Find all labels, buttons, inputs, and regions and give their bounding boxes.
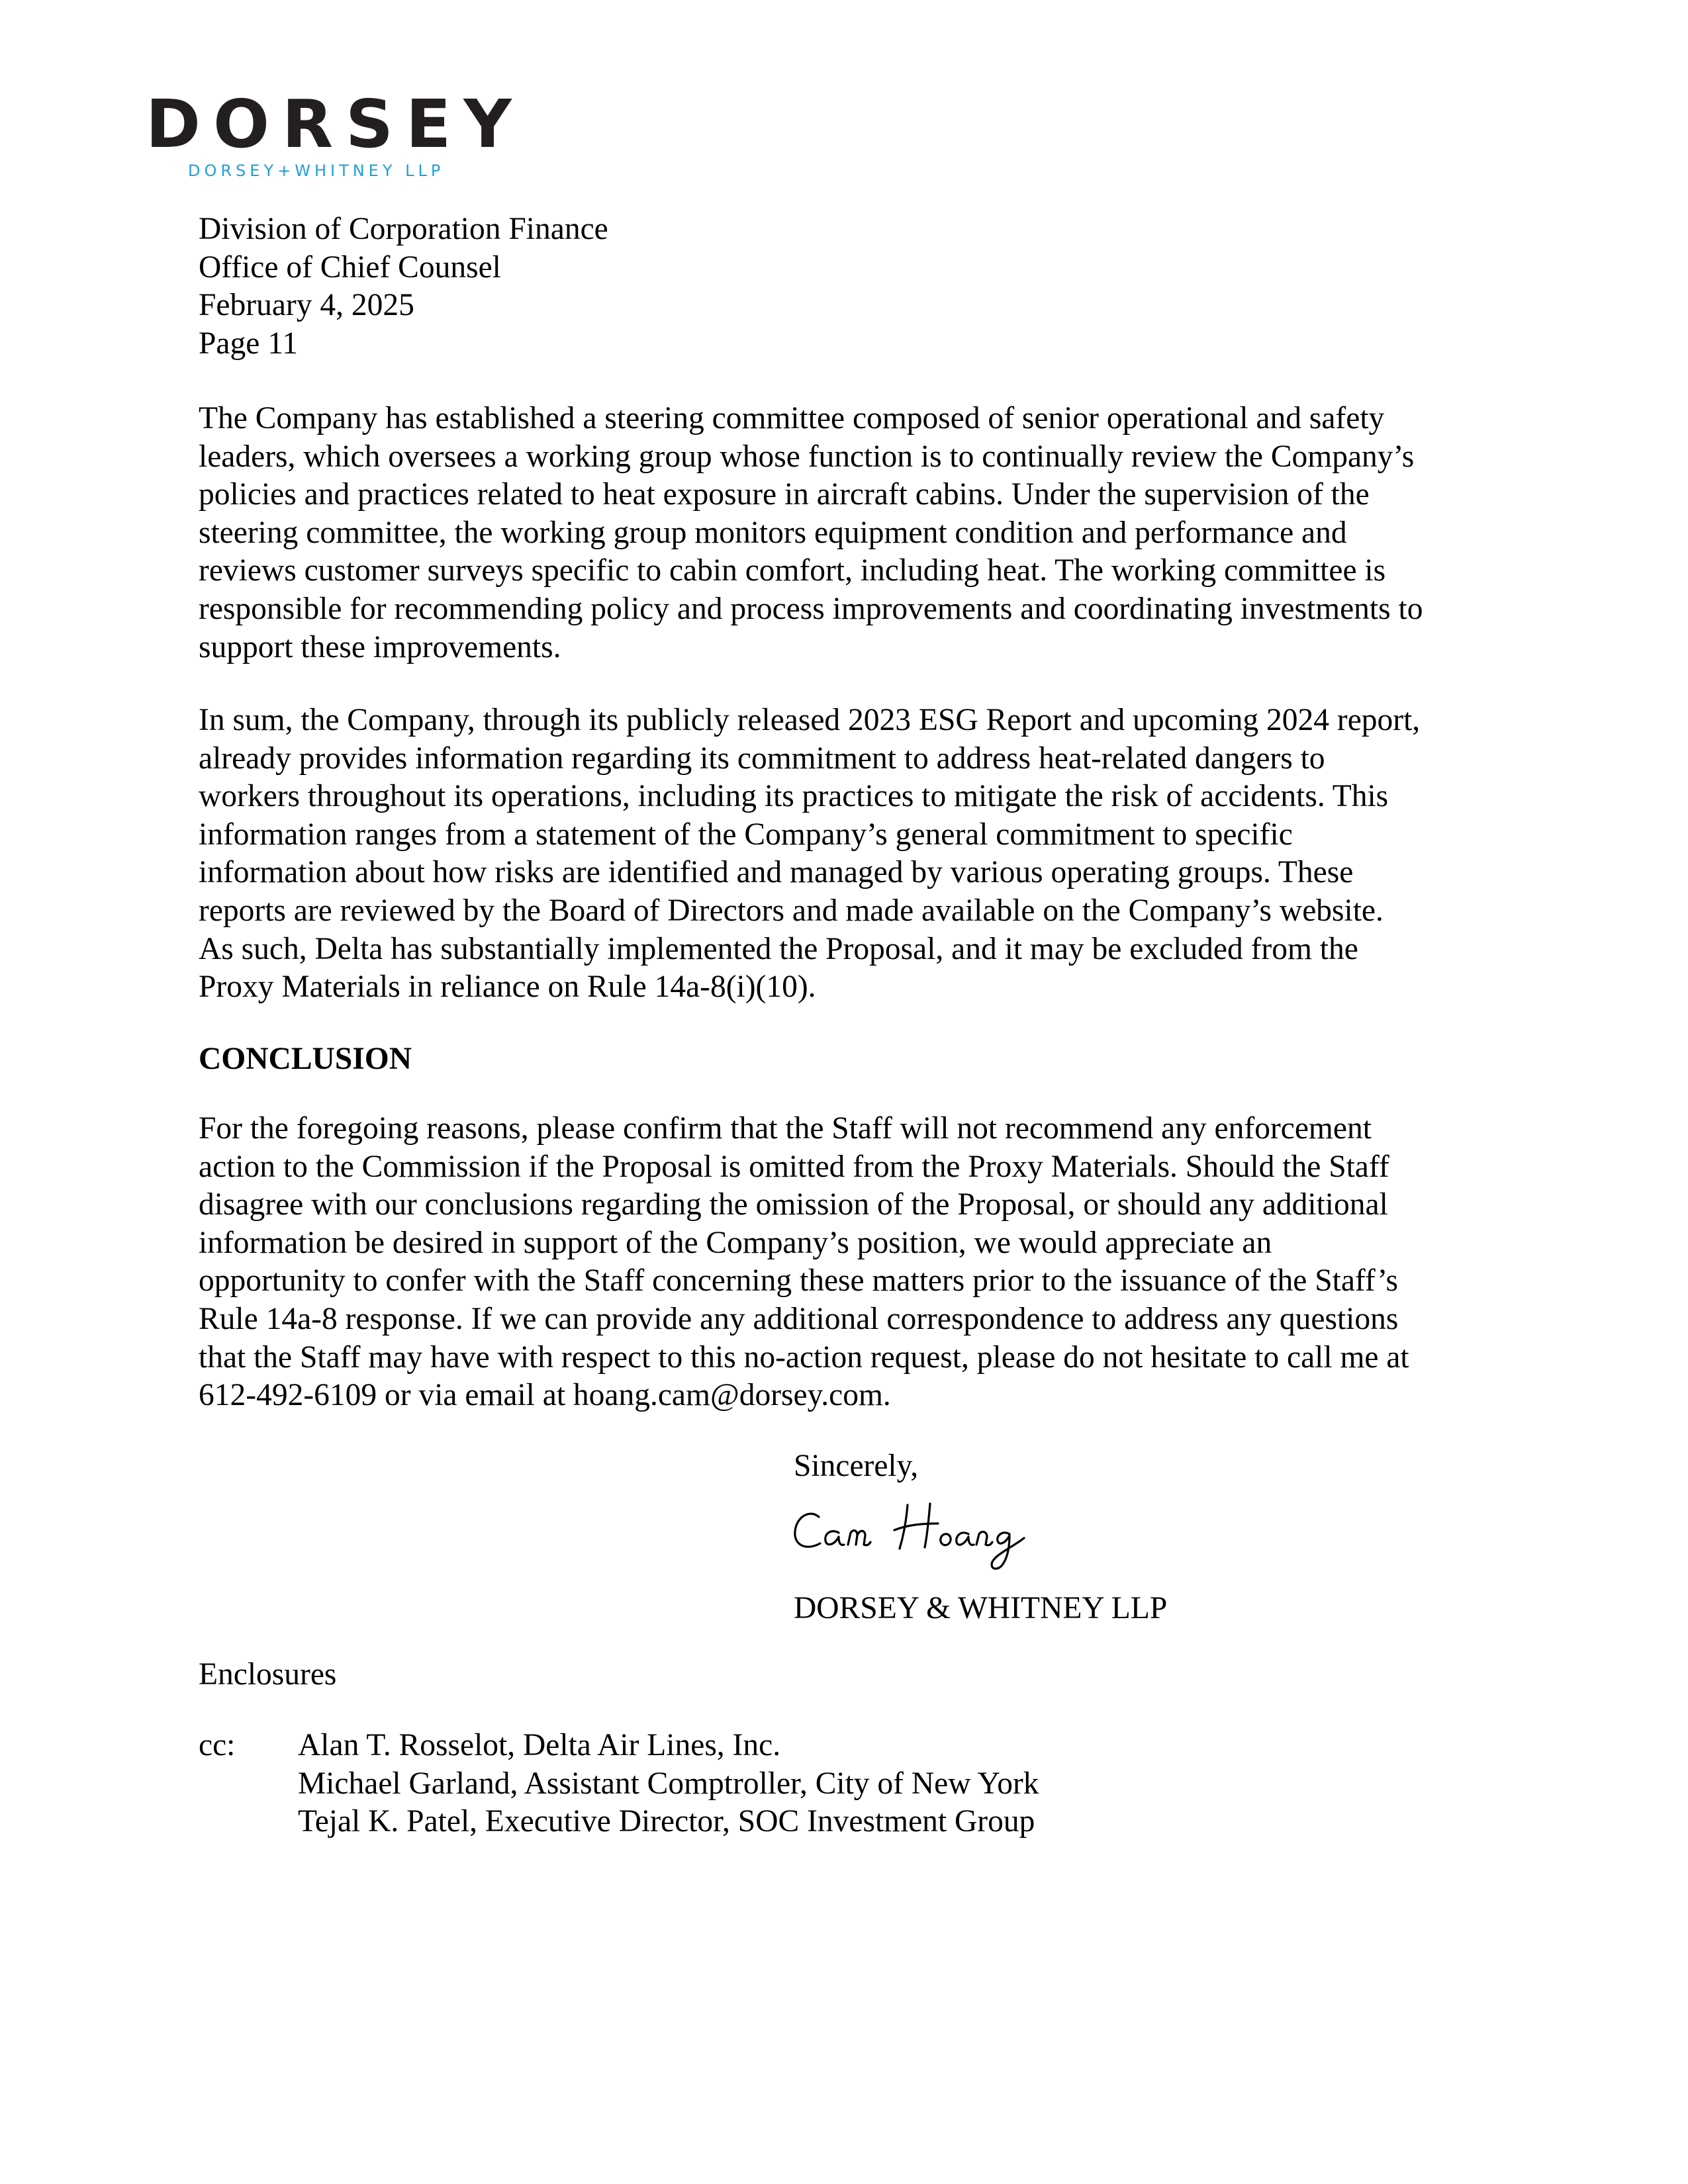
header-page-number: Page 11 xyxy=(199,326,298,361)
paragraph-line: As such, Delta has substantially implemented the Proposal, and it may be excluded from the xyxy=(199,931,1358,966)
paragraph-line: For the foregoing reasons, please confirm that the Staff will not recommend any enforcement xyxy=(199,1111,1372,1146)
paragraph-line: workers throughout its operations, including its practices to mitigate the risk of accidents. This xyxy=(199,779,1389,814)
paragraph-line: policies and practices related to heat exposure in aircraft cabins. Under the supervision of the xyxy=(199,477,1370,512)
paragraph-line: leaders, which oversees a working group whose function is to continually review the Company’s xyxy=(199,439,1415,474)
paragraph-line: In sum, the Company, through its publicly released 2023 ESG Report and upcoming 2024 report, xyxy=(199,703,1421,737)
paragraph-line: support these improvements. xyxy=(199,629,561,664)
paragraph-line: reviews customer surveys specific to cabin comfort, including heat. The working committee is xyxy=(199,553,1386,588)
paragraph-line: steering committee, the working group monitors equipment condition and performance and xyxy=(199,515,1347,550)
paragraph-line: disagree with our conclusions regarding the omission of the Proposal, or should any additional xyxy=(199,1187,1388,1222)
paragraph-line: Proxy Materials in reliance on Rule 14a-8(i)(10). xyxy=(199,970,816,1005)
section-heading-conclusion: CONCLUSION xyxy=(199,1042,412,1076)
logo-firm-name: DORSEY+WHITNEY LLP xyxy=(188,161,445,180)
header-date: February 4, 2025 xyxy=(199,288,414,323)
cc-recipient: Alan T. Rosselot, Delta Air Lines, Inc. xyxy=(298,1728,781,1762)
cc-recipient: Tejal K. Patel, Executive Director, SOC Investment Group xyxy=(298,1804,1035,1839)
paragraph-line: responsible for recommending policy and process improvements and coordinating investments to xyxy=(199,591,1423,626)
cc-recipient-list xyxy=(298,1727,1039,1841)
header-recipient-office: Office of Chief Counsel xyxy=(199,250,501,285)
logo-wordmark: DORSEY xyxy=(146,85,524,163)
letter-header xyxy=(199,210,608,363)
paragraph-line: action to the Commission if the Proposal is omitted from the Proxy Materials. Should the Staff xyxy=(199,1149,1389,1184)
paragraph-line: information about how risks are identified and managed by various operating groups. These xyxy=(199,855,1354,890)
cc-recipient: Michael Garland, Assistant Comptroller, City of New York xyxy=(298,1766,1039,1801)
signature-firm-name: DORSEY & WHITNEY LLP xyxy=(794,1591,1168,1625)
paragraph-line: already provides information regarding its commitment to address heat-related dangers to xyxy=(199,741,1325,776)
header-recipient-division: Division of Corporation Finance xyxy=(199,212,608,246)
body-paragraph-1 xyxy=(199,400,1423,666)
paragraph-line: information ranges from a statement of the Company’s general commitment to specific xyxy=(199,817,1293,852)
paragraph-line: opportunity to confer with the Staff concerning these matters prior to the issuance of the Staff’s xyxy=(199,1263,1399,1298)
body-paragraph-2 xyxy=(199,702,1420,1007)
paragraph-line: The Company has established a steering committee composed of senior operational and safety xyxy=(199,401,1385,435)
paragraph-line: 612-492-6109 or via email at hoang.cam@dorsey.com. xyxy=(199,1378,891,1413)
paragraph-line: that the Staff may have with respect to this no-action request, please do not hesitate to call me at xyxy=(199,1340,1409,1375)
dorsey-logo xyxy=(146,85,549,180)
paragraph-line: information be desired in support of the Company’s position, we would appreciate an xyxy=(199,1225,1272,1260)
enclosures-label: Enclosures xyxy=(199,1657,337,1692)
closing-salutation: Sincerely, xyxy=(794,1449,919,1483)
body-paragraph-3 xyxy=(199,1110,1409,1415)
cc-label: cc: xyxy=(199,1728,236,1762)
paragraph-line: reports are reviewed by the Board of Directors and made available on the Company’s website. xyxy=(199,893,1383,928)
handwritten-signature xyxy=(791,1494,1043,1574)
paragraph-line: Rule 14a-8 response. If we can provide any additional correspondence to address any questions xyxy=(199,1301,1399,1336)
